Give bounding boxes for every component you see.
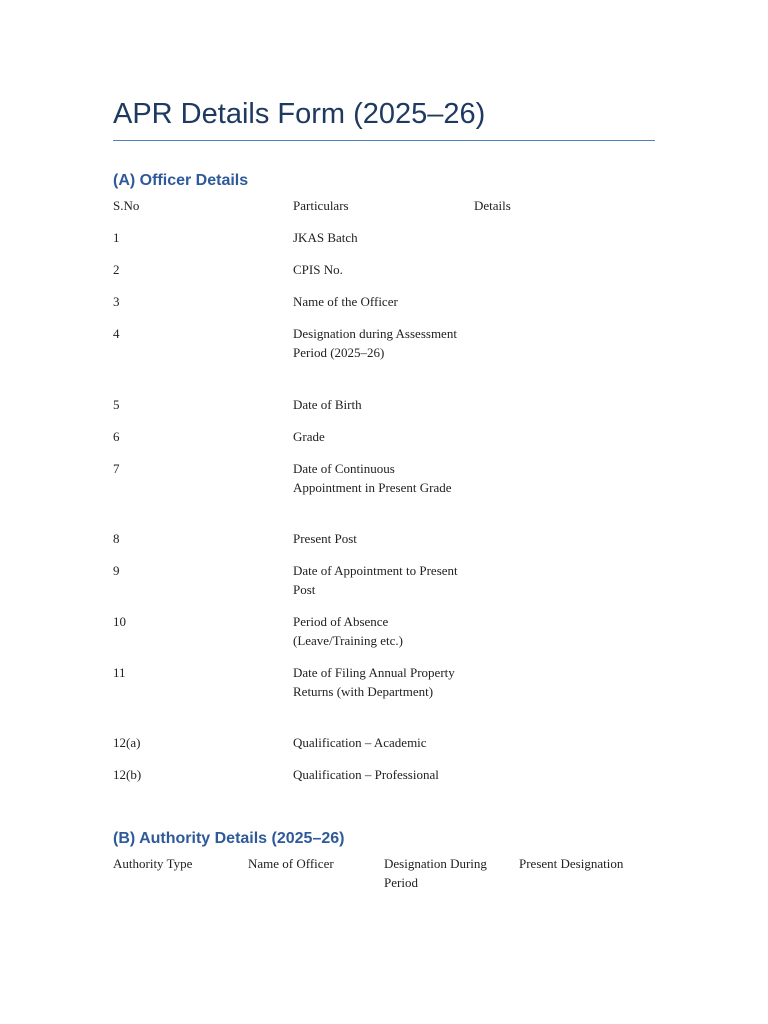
row-particulars: Date of Appointment to Present Post [293, 563, 458, 597]
row-particulars: Qualification – Professional [293, 767, 439, 782]
section-a-heading: (A) Officer Details [113, 172, 249, 189]
row-particulars: Date of Birth [293, 397, 362, 412]
row-sno: 10 [113, 614, 126, 629]
header-details: Details [474, 198, 511, 213]
row-particulars: JKAS Batch [293, 230, 358, 245]
header-present-designation: Present Designation [519, 856, 624, 871]
row-particulars: Designation during Assessment Period (2025–26) [293, 326, 457, 360]
row-sno: 4 [113, 326, 120, 341]
row-particulars: Date of Continuous Appointment in Present Grade [293, 461, 452, 495]
row-particulars: Name of the Officer [293, 294, 398, 309]
row-sno: 12(b) [113, 767, 142, 782]
row-particulars: Present Post [293, 531, 357, 546]
row-sno: 8 [113, 531, 120, 546]
row-particulars: Date of Filing Annual Property Returns (with Department) [293, 665, 455, 699]
row-particulars: Grade [293, 429, 325, 444]
header-name-of-officer: Name of Officer [248, 856, 334, 871]
row-sno: 3 [113, 294, 120, 309]
header-sno: S.No [113, 198, 140, 213]
row-sno: 2 [113, 262, 120, 277]
row-sno: 1 [113, 230, 120, 245]
row-sno: 11 [113, 665, 126, 680]
row-sno: 6 [113, 429, 120, 444]
row-particulars: Period of Absence (Leave/Training etc.) [293, 614, 403, 648]
section-b-heading: (B) Authority Details (2025–26) [113, 830, 345, 847]
document-title: APR Details Form (2025–26) [113, 98, 486, 130]
title-underline [113, 140, 655, 141]
header-authority-type: Authority Type [113, 856, 193, 871]
row-particulars: CPIS No. [293, 262, 343, 277]
header-designation-during-period: Designation During Period [384, 856, 487, 890]
row-sno: 5 [113, 397, 120, 412]
row-sno: 12(a) [113, 735, 141, 750]
row-sno: 7 [113, 461, 120, 476]
row-particulars: Qualification – Academic [293, 735, 427, 750]
header-particulars: Particulars [293, 198, 349, 213]
row-sno: 9 [113, 563, 120, 578]
